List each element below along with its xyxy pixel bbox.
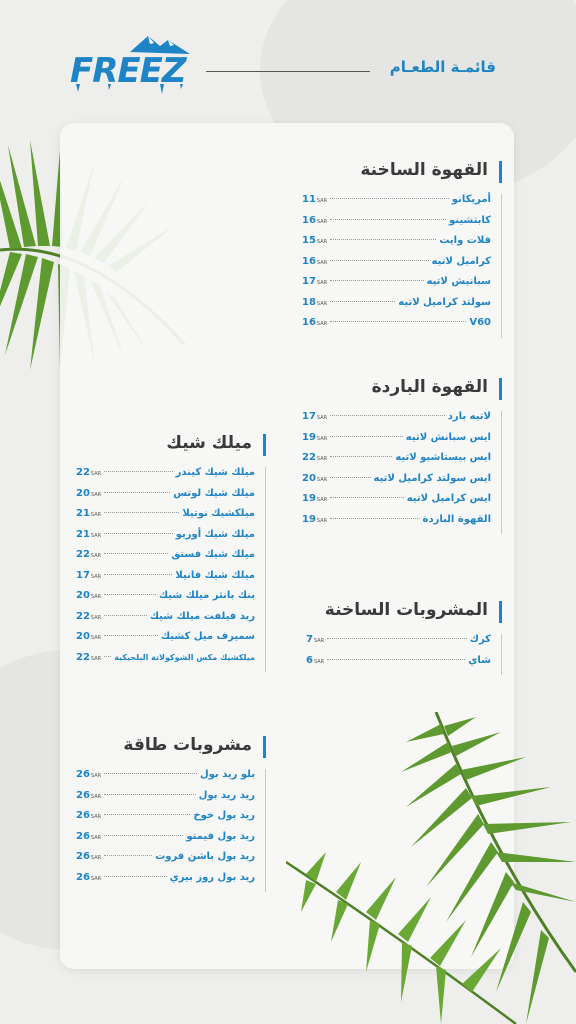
currency-label: SAR — [316, 321, 328, 327]
price-value: 7 — [306, 634, 313, 645]
menu-item-name: V60 — [469, 317, 491, 328]
currency-label: SAR — [316, 435, 328, 442]
currency-label: SAR — [313, 638, 325, 644]
currency-label: SAR — [90, 573, 102, 580]
menu-item-price — [76, 611, 101, 622]
dotted-leader — [104, 512, 179, 513]
menu-item-price — [76, 831, 101, 842]
price-value: 26 — [76, 769, 90, 780]
menu-item-name: ايس بيستاشيو لاتيه — [395, 452, 491, 463]
menu-item-price — [76, 488, 101, 499]
menu-item — [302, 235, 491, 256]
currency-label: SAR — [316, 239, 328, 245]
menu-title: قائمـة الطعـام — [389, 58, 496, 76]
dotted-leader — [330, 219, 446, 220]
section-title: القهوة الباردة — [302, 377, 502, 403]
currency-label: SAR — [90, 875, 102, 882]
menu-item-price — [76, 529, 101, 540]
price-value: 26 — [76, 789, 90, 801]
menu-item-price — [76, 570, 101, 581]
menu-item-name: سبانيش لاتيه — [426, 276, 491, 287]
section-title: مشروبات طاقة — [76, 735, 266, 761]
menu-item-name: بنك بانثر ميلك شيك — [158, 590, 255, 601]
section-title-bar — [499, 378, 502, 400]
section-title-bar — [263, 736, 266, 758]
menu-item — [302, 297, 491, 318]
price-value: 19 — [302, 493, 316, 504]
price-value: 19 — [302, 431, 316, 443]
currency-label: SAR — [90, 814, 102, 820]
section-energy-drinks — [76, 735, 266, 892]
price-value: 22 — [302, 452, 316, 463]
price-value: 20 — [76, 631, 90, 642]
menu-item-price — [302, 452, 327, 463]
price-value: 26 — [76, 830, 90, 842]
menu-item — [302, 411, 491, 432]
menu-item — [306, 634, 491, 655]
menu-item — [76, 631, 255, 652]
dotted-leader — [330, 477, 370, 478]
currency-label: SAR — [316, 456, 328, 462]
currency-label: SAR — [313, 658, 325, 665]
menu-item-name: سولتد كراميل لاتيه — [398, 296, 491, 308]
dotted-leader — [104, 553, 168, 554]
price-value: 26 — [76, 851, 90, 862]
dotted-leader — [330, 239, 436, 240]
menu-item-name: ريد بول باشن فروت — [155, 851, 255, 862]
dotted-leader — [330, 198, 449, 199]
currency-label: SAR — [90, 855, 102, 861]
section-hot-drinks — [306, 600, 502, 675]
currency-label: SAR — [90, 532, 102, 539]
menu-item-name: ريد بول روز بيري — [169, 871, 255, 883]
dotted-leader — [330, 518, 419, 519]
menu-item-price — [302, 514, 327, 525]
dotted-leader — [104, 876, 167, 877]
currency-label: SAR — [316, 280, 328, 286]
menu-item-price — [302, 276, 327, 287]
menu-item-price — [76, 467, 101, 478]
menu-item-name: فلات وايت — [439, 235, 491, 246]
section-title-bar — [499, 161, 502, 183]
menu-item-price — [302, 297, 327, 308]
menu-item — [302, 452, 491, 473]
logo-wordmark: FREEZ — [70, 51, 186, 91]
palm-leaf-bottom-right — [286, 712, 576, 1024]
menu-item — [306, 655, 491, 676]
menu-item — [302, 317, 491, 338]
menu-item-price — [302, 411, 327, 422]
price-value: 17 — [76, 569, 90, 581]
menu-item — [76, 590, 255, 611]
menu-item — [76, 872, 255, 893]
currency-label: SAR — [316, 259, 328, 266]
section-title: ميلك شيك — [76, 433, 266, 459]
currency-label: SAR — [90, 553, 102, 559]
dotted-leader — [104, 773, 197, 774]
menu-item-price — [76, 549, 101, 560]
menu-item-name: ميلك شيك فستق — [171, 549, 255, 560]
currency-label: SAR — [90, 793, 102, 800]
price-value: 22 — [76, 610, 90, 622]
menu-item-price — [76, 851, 101, 862]
menu-item-price — [76, 872, 101, 883]
menu-item-price — [302, 493, 327, 504]
price-value: 20 — [76, 590, 90, 601]
menu-item-name: ميلك شيك كيندر — [175, 467, 255, 478]
menu-item-price — [76, 652, 101, 663]
dotted-leader — [327, 638, 467, 639]
menu-item-name: لاتيه بارد — [447, 411, 491, 422]
menu-item — [76, 508, 255, 529]
menu-item-price — [302, 256, 327, 267]
dotted-leader — [104, 835, 183, 836]
menu-item-name: ريد بول خوخ — [193, 810, 255, 821]
dotted-leader — [104, 794, 196, 795]
menu-item — [76, 529, 255, 550]
menu-item-name: ميلك شيك فانيلا — [175, 569, 255, 581]
menu-item-name: كرك — [469, 634, 491, 645]
menu-item-name: كراميل لاتيه — [431, 255, 491, 267]
menu-item — [76, 549, 255, 570]
menu-item-name: ايس كراميل لاتيه — [406, 493, 491, 504]
menu-item-name: ميلكشيك نوتيلا — [182, 508, 255, 519]
dotted-leader — [104, 574, 172, 575]
menu-item-price — [76, 590, 101, 601]
menu-item-price — [306, 634, 324, 645]
currency-label: SAR — [90, 594, 102, 600]
currency-label: SAR — [316, 198, 328, 204]
menu-item-price — [306, 655, 324, 666]
currency-label: SAR — [90, 635, 102, 641]
price-value: 20 — [76, 487, 90, 499]
menu-item-price — [76, 810, 101, 821]
price-value: 26 — [76, 871, 90, 883]
dotted-leader — [104, 814, 190, 815]
menu-item — [76, 467, 255, 488]
menu-item — [76, 810, 255, 831]
currency-label: SAR — [90, 471, 102, 477]
menu-item-name: ايس سبانش لاتيه — [405, 431, 491, 443]
menu-item-price — [76, 631, 101, 642]
currency-label: SAR — [316, 300, 328, 307]
section-hot-coffee — [302, 160, 502, 338]
dotted-leader — [327, 659, 465, 660]
price-value: 16 — [302, 255, 316, 267]
currency-label: SAR — [316, 497, 328, 503]
menu-item-name: ايس سولتد كراميل لاتيه — [373, 472, 491, 484]
menu-item — [76, 831, 255, 852]
dotted-leader — [330, 436, 403, 437]
menu-item-price — [302, 194, 327, 205]
dotted-leader — [330, 497, 404, 498]
price-value: 26 — [76, 810, 90, 821]
price-value: 18 — [302, 296, 316, 308]
menu-item — [76, 488, 255, 509]
menu-item — [302, 194, 491, 215]
currency-label: SAR — [90, 834, 102, 841]
section-cold-coffee — [302, 377, 502, 534]
menu-item-price — [76, 769, 101, 780]
currency-label: SAR — [316, 415, 328, 421]
menu-item-name: بلو ريد بول — [199, 769, 255, 780]
menu-item — [302, 256, 491, 277]
dotted-leader — [330, 280, 423, 281]
menu-item-price — [302, 432, 327, 443]
menu-item — [302, 215, 491, 236]
price-value: 21 — [76, 528, 90, 540]
menu-item-price — [302, 215, 327, 226]
currency-label: SAR — [90, 773, 102, 779]
dotted-leader — [104, 635, 158, 636]
section-title: القهوة الساخنة — [302, 160, 502, 186]
menu-item-price — [76, 790, 101, 801]
menu-item-name: شاي — [468, 654, 491, 666]
price-value: 22 — [76, 651, 90, 663]
currency-label: SAR — [90, 491, 102, 498]
currency-label: SAR — [90, 655, 102, 662]
menu-item — [76, 769, 255, 790]
menu-item-name: ميلك شيك لوتس — [173, 487, 255, 499]
price-value: 21 — [76, 508, 90, 519]
menu-item — [302, 432, 491, 453]
dotted-leader — [104, 855, 152, 856]
menu-item — [302, 473, 491, 494]
dotted-leader — [104, 594, 156, 595]
section-title-bar — [263, 434, 266, 456]
menu-item-name: ميلك شيك أوريو — [175, 528, 255, 540]
currency-label: SAR — [90, 512, 102, 518]
dotted-leader — [104, 656, 111, 657]
price-value: 16 — [302, 317, 316, 328]
menu-item-name: كابتشينو — [448, 214, 491, 226]
dotted-leader — [330, 321, 466, 322]
menu-item — [76, 570, 255, 591]
menu-item — [76, 851, 255, 872]
price-value: 6 — [306, 654, 313, 666]
currency-label: SAR — [316, 476, 328, 483]
dotted-leader — [330, 260, 428, 261]
price-value: 19 — [302, 513, 316, 525]
price-value: 22 — [76, 467, 90, 478]
price-value: 15 — [302, 235, 316, 246]
dotted-leader — [330, 415, 445, 416]
dotted-leader — [104, 533, 173, 534]
price-value: 17 — [302, 276, 316, 287]
price-value: 20 — [302, 472, 316, 484]
menu-item — [302, 514, 491, 535]
menu-item-name: ريد ريد بول — [198, 789, 255, 801]
price-value: 17 — [302, 411, 316, 422]
currency-label: SAR — [90, 614, 102, 621]
section-title: المشروبات الساخنة — [306, 600, 502, 626]
price-value: 16 — [302, 214, 316, 226]
menu-item — [76, 611, 255, 632]
menu-item-price — [302, 235, 327, 246]
dotted-leader — [330, 456, 392, 457]
currency-label: SAR — [316, 218, 328, 225]
menu-item-name: ريد فيلفت ميلك شيك — [149, 610, 255, 622]
section-milkshake — [76, 433, 266, 672]
dotted-leader — [104, 471, 173, 472]
menu-item — [302, 493, 491, 514]
menu-item-price — [302, 317, 327, 328]
menu-item-name: ميلكشيك مكس الشوكولاتة البلجيكية — [114, 652, 255, 662]
currency-label: SAR — [316, 517, 328, 524]
header-divider — [206, 71, 370, 72]
menu-item-price — [76, 508, 101, 519]
menu-item-name: أمريكانو — [451, 194, 491, 205]
price-value: 11 — [302, 194, 316, 205]
menu-item-name: ريد بول فيمتو — [186, 830, 255, 842]
menu-item-name: سميرف ميل كشيك — [160, 631, 255, 642]
menu-item — [76, 652, 255, 673]
menu-item — [302, 276, 491, 297]
price-value: 22 — [76, 549, 90, 560]
menu-item-name: القهوة الباردة — [422, 513, 491, 525]
dotted-leader — [330, 301, 395, 302]
dotted-leader — [104, 492, 170, 493]
section-title-bar — [499, 601, 502, 623]
freez-logo — [68, 34, 198, 98]
menu-item-price — [302, 473, 327, 484]
dotted-leader — [104, 615, 147, 616]
menu-item — [76, 790, 255, 811]
